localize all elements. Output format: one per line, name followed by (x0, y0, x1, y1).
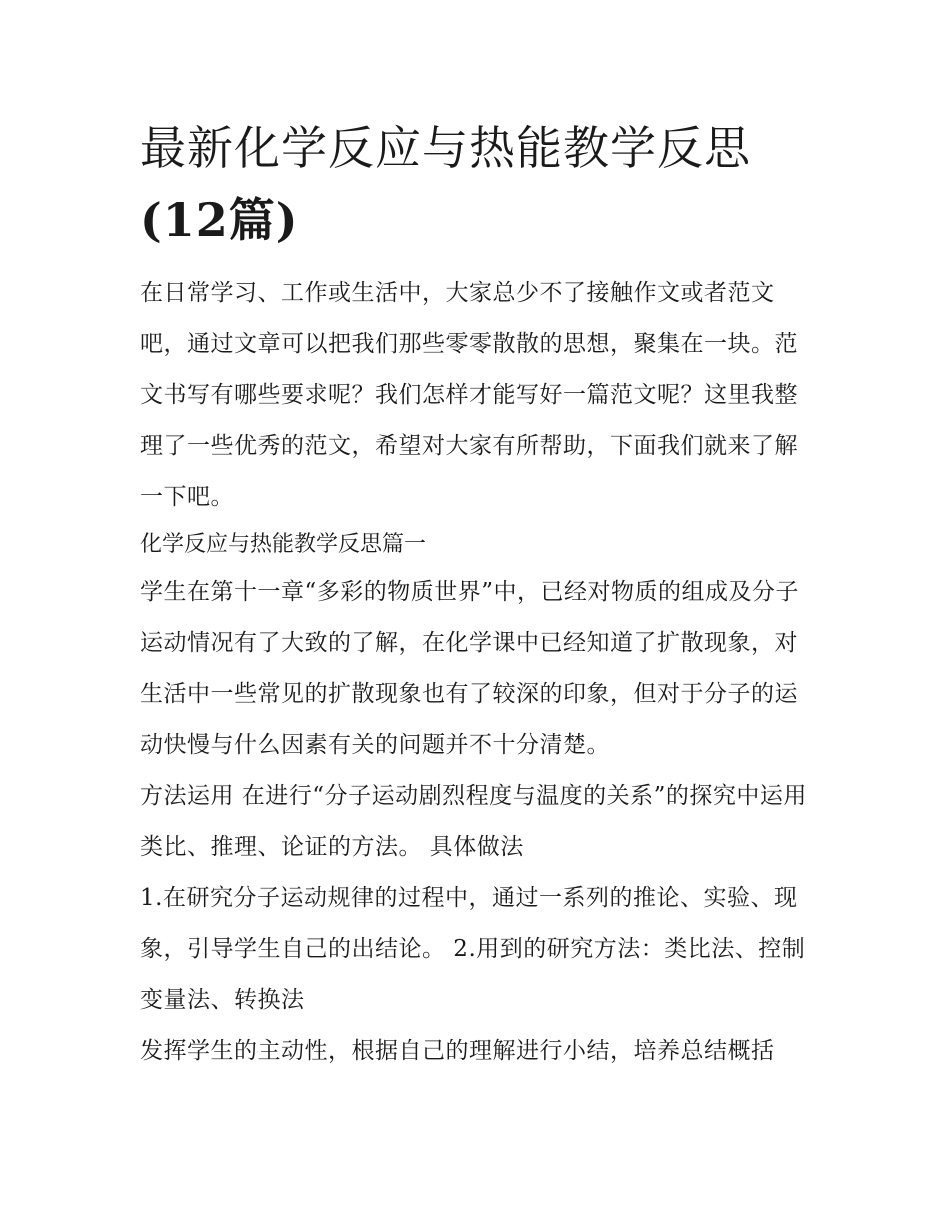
summary-paragraph: 发挥学生的主动性，根据自己的理解进行小结，培养总结概括 (140, 1038, 775, 1064)
title-line-2: (12篇) (140, 193, 299, 247)
body-paragraph: 学生在第十一章“多彩的物质世界”中，已经对物质的组成及分子运动情况有了大致的了解，在化学课中已经知道了扩散现象，对生活中一些常见的扩散现象也有了较深的印象，但对于分子的运动快慢与什么因素有关的问题并不十分清楚。 (140, 579, 800, 758)
intro-paragraph: 在日常学习、工作或生活中，大家总少不了接触作文或者范文吧，通过文章可以把我们那些零零散散的思想，聚集在一块。范文书写有哪些要求呢？我们怎样才能写好一篇范文呢？这里我整理了一些优秀的范文，希望对大家有所帮助，下面我们就来了解一下吧。 (140, 280, 798, 510)
steps-paragraph: 1.在研究分子运动规律的过程中，通过一系列的推论、实验、现象，引导学生自己的出结论。 2.用到的研究方法：类比法、控制变量法、转换法 (140, 885, 806, 1013)
document-title (140, 112, 820, 256)
document-page (140, 112, 820, 1077)
method-paragraph: 方法运用 在进行“分子运动剧烈程度与温度的关系”的探究中运用类比、推理、论证的方法。 具体做法 (140, 783, 807, 860)
title-line-1: 最新化学反应与热能教学反思 (140, 121, 751, 175)
document-body (140, 268, 820, 1077)
section-heading: 化学反应与热能教学反思篇一 (140, 532, 427, 557)
